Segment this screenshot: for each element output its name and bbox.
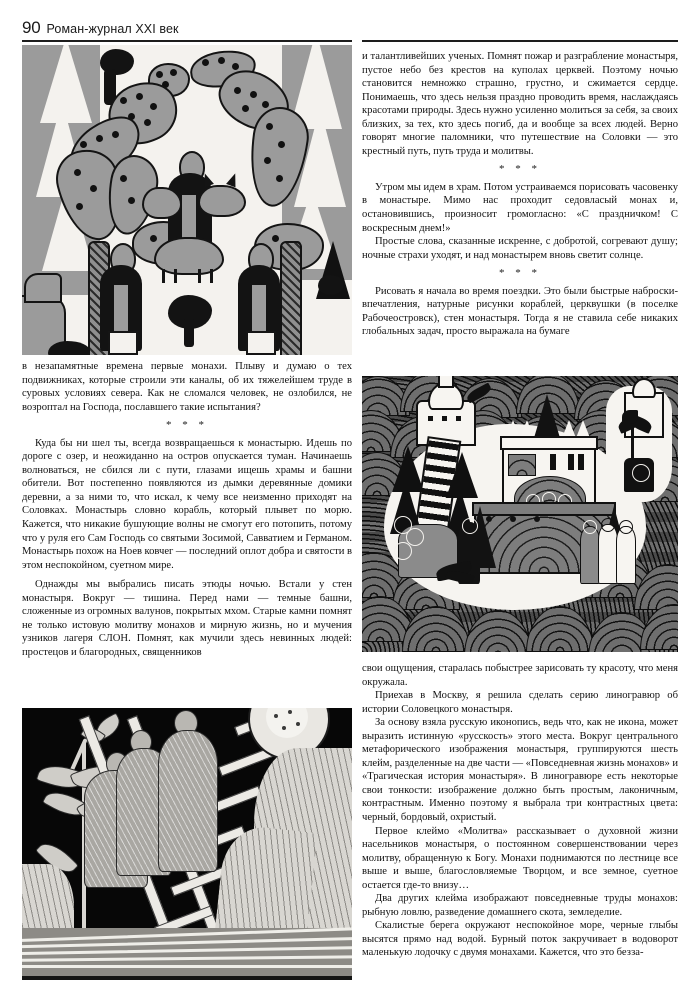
foliage-dot [90, 185, 97, 192]
monk-figure [598, 524, 618, 584]
dome-drum [438, 376, 454, 388]
foliage-dot [150, 235, 157, 242]
monk-hem [108, 331, 138, 355]
paragraph: Однажды мы выбрались писать этюды ночью. Встали у стен монастыря. Вокруг — тишина. Перед нами — темные башни, сложенные из огромных валунов, покрытых мхом. Старые камни помнят не только истовую молитву монахов и мирную жизнь, но и мучения узников лагеря СЛОН. Помнят, как мучили здесь невинных людей: простецов и благородных, священников [22, 579, 352, 658]
foliage-dot [156, 71, 163, 78]
sheep-leg [210, 269, 213, 283]
linocut-ladder-of-prayer [22, 708, 352, 980]
paragraph: и талантливейших ученых. Помнят пожар и разграбление монастыря, пустое небо без крестов на куполах церквей. Поэтому ночью становится немножко страшно, грустно, и сжимается сердце. Понимаешь, что здесь нельзя праздно проводить время, наслаждаясь красотами природы. Здесь нужно усиленно молиться за себя, за своих близких, за тех, кто здесь погиб, да и вообще за всех людей. Верно говорят многие паломники, что путешествие на Соловки — это крестный путь, путь труда и молитвы. [362, 51, 678, 157]
right-column-bottom [362, 662, 678, 960]
foliage-dot [202, 59, 209, 66]
cathedral-window [578, 454, 584, 470]
wall-loophole [510, 516, 516, 522]
foliage-dot [112, 131, 119, 138]
foliage-dot [144, 119, 151, 126]
foliage-dot [266, 123, 273, 130]
pilgrim-halo [394, 542, 412, 560]
foliage-dot [250, 91, 257, 98]
cow-icon [142, 187, 182, 219]
monk-halo [619, 520, 633, 534]
monk-robe-highlight [114, 285, 128, 337]
paragraph: За основу взяла русскую иконопись, ведь что, как не икона, может выразить истинную «русскость» этого места. Вокруг центрального метафорического изображения монастыря, группируются шесть клейм, разделенные на две части — «Повседневная жизнь монахов» и «Трагическая история монастыря». В линогравюре есть некоторые свои тонкости: изображение должно быть простым, лаконичным, контрастным. Именно поэтому я выбрала три контрастных цвета: черный, бордовый, охристый. [362, 717, 678, 824]
foliage-dot [218, 57, 225, 64]
tower-window [442, 416, 447, 421]
monk-robe-highlight [252, 285, 266, 337]
foliage-dot [170, 69, 177, 76]
sheep-leg [198, 269, 201, 283]
foliage-dot [264, 157, 271, 164]
foliage-dot [242, 105, 249, 112]
wave-line [22, 965, 352, 968]
foliage-dot [96, 135, 103, 142]
monk-figure [580, 526, 600, 584]
left-column-top [22, 360, 352, 659]
monk-halo [462, 518, 478, 534]
journal-title: Роман-журнал XXI век [46, 22, 179, 36]
arch-window [508, 454, 536, 476]
section-separator: * * * [166, 419, 208, 432]
rock-shape [24, 273, 62, 303]
foliage-dot [232, 63, 239, 70]
foliage-dot [276, 175, 283, 182]
monk-hem [246, 331, 276, 355]
paragraph: Два других клейма изображают повседневные труды монахов: рыбную ловлю, разведение домашнего скота, земледелие. [362, 893, 678, 918]
foliage-dot [80, 141, 87, 148]
foliage-dot [74, 169, 81, 176]
cross-icon [641, 376, 643, 378]
cathedral-window [568, 454, 574, 470]
icon-halo [632, 464, 650, 482]
cathedral-cornice [500, 436, 598, 450]
star-icon [288, 710, 292, 714]
bush-icon [184, 317, 194, 347]
paragraph: в незапамятные времена первые монахи. Плыву и думаю о тех подвижниках, которые строили эти каналы, об их тяжелейшем труде в суровых условиях севера. Как не сломался человек, не озлобился, не возроптал на Господа, пославшего такие испытания? [22, 361, 352, 413]
right-column-top [362, 50, 678, 339]
sheep-leg [162, 269, 165, 283]
paragraph: Утром мы идем в храм. Потом устраиваемся порисовать часовенку в монастыре. Мимо нас проходит седовласый монах и, остановившись, произносит громогласно: «С праздничком! С воскресным днем!» [362, 181, 678, 234]
tent-roof-icon [534, 394, 560, 438]
paragraph: Приехав в Москву, я решила сделать серию линогравюр об истории Соловецкого монастыря. [362, 690, 678, 715]
monk-halo [583, 520, 597, 534]
header-rule-left [22, 40, 352, 42]
cathedral-window [550, 454, 556, 470]
foliage-dot [272, 235, 279, 242]
paragraph: Скалистые берега окружают неспокойное море, черные глыбы высятся прямо над водой. Бурный поток закручивает в водоворот маленькую лодочку с двумя монахами. Кажется, что это безза- [362, 920, 678, 959]
running-head [22, 18, 352, 40]
foliage-dot [278, 141, 285, 148]
star-icon [282, 726, 286, 730]
sheep-leg [174, 269, 177, 283]
tower-window [456, 416, 461, 421]
paragraph: Первое клеймо «Молитва» рассказывает о духовной жизни насельников монастыря, о постоянном совершенствовании через молитву, обращенную к Богу. Монахи поднимаются по лестнице все выше и выше, благословляемые Творцом, и все земное, суетное остается где-то внизу… [362, 825, 678, 891]
monk-figure [158, 730, 218, 872]
flower-petal [622, 410, 638, 424]
figure-baseline [22, 976, 352, 980]
tower-window [428, 416, 433, 421]
foliage-dot [120, 97, 127, 104]
linocut-monastery-on-waves [362, 376, 678, 652]
page-number: 90 [22, 18, 41, 37]
foliage-dot [234, 87, 241, 94]
wall-loophole [534, 516, 540, 522]
foliage-dot [262, 101, 269, 108]
header-rule-right [362, 40, 678, 42]
tree-trunk [280, 241, 302, 355]
monk-figure [616, 526, 636, 584]
paragraph: Рисовать я начала во время поездки. Это были быстрые наброски-впечатления, натурные рисунки кораблей, церквушки (в поселке Рабочеостровск), стен монастыря. Тогда я не ставила себе никаких глобальных задач, просто выражала на бумаге [362, 285, 678, 338]
section-separator: * * * [499, 267, 541, 280]
foliage-dot [76, 203, 83, 210]
foliage-dot [128, 197, 135, 204]
monk-halo [601, 518, 615, 532]
cow-icon [198, 185, 246, 217]
foliage-dot [136, 93, 143, 100]
paragraph: Простые слова, сказанные искренне, с добротой, согревают душу; ночные страхи уходят, и над монастырем вновь светит солнце. [362, 236, 678, 261]
dome-icon [632, 378, 656, 398]
foliage-dot [150, 103, 157, 110]
section-separator: * * * [499, 163, 541, 176]
foliage-dot [120, 175, 127, 182]
star-icon [296, 722, 300, 726]
linocut-monks-garden [22, 45, 352, 355]
star-icon [274, 714, 278, 718]
paragraph: свои ощущения, старалась побыстрее зарисовать ту красоту, что меня окружала. [362, 663, 678, 688]
paragraph: Куда бы ни шел ты, всегда возвращаешься к монастырю. Идешь по дороге с озер, и неожиданно на остров опускается туман. Начинаешь волноваться, не сбился ли с пути, глазами ищешь храмы и башни обители. Вот постепенно появляются из дымки деревянные домики деревни, а за ними то, что искал, к чему все неизменно приходят на Соловках. Монастырь словно корабль, который плывет по морю. Кажется, что никакие бушующие волны не смогут его потопить, потому что у руля его Сам Господь со святыми Зосимой, Савватием и Германом. Монастырь похож на Ноев ковчег — последний оплот добра и святости в этом неспокойном, суетном мире. [22, 437, 352, 571]
